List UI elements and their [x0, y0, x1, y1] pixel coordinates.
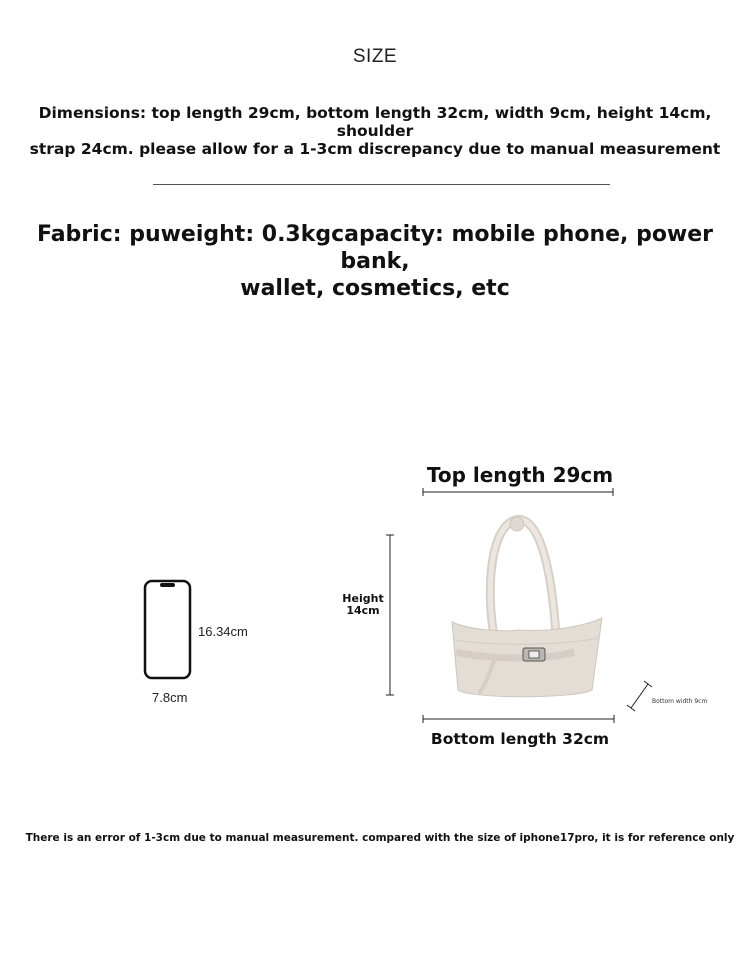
bottom-length-label: Bottom length 32cm: [430, 730, 610, 748]
height-label-line-1: Height: [342, 592, 384, 605]
handbag-image: [452, 517, 602, 697]
bottom-length-arrow: [423, 715, 614, 723]
phone-width-label: 7.8cm: [152, 690, 188, 705]
dimensions-line-2: strap 24cm. please allow for a 1-3cm discrepancy due to manual measurement: [29, 140, 721, 158]
phone-icon: [145, 581, 190, 678]
top-length-arrow: [423, 488, 613, 496]
page-title: SIZE: [352, 46, 398, 67]
height-label: [336, 593, 390, 617]
specs-line-1: Fabric: puweight: 0.3kgcapacity: mobile phone, power bank,: [36, 222, 714, 274]
bottom-width-arrow: [627, 681, 652, 711]
footnote: There is an error of 1-3cm due to manual measurement. compared with the size of iphone17pro, it is for reference only: [25, 832, 735, 844]
dimensions-line-1: Dimensions: top length 29cm, bottom length 32cm, width 9cm, height 14cm, shoulder: [38, 104, 712, 140]
phone-height-label: 16.34cm: [198, 624, 248, 639]
bottom-width-label: Bottom width 9cm: [652, 698, 708, 705]
specs-line-2: wallet, cosmetics, etc: [240, 276, 510, 301]
top-length-label: Top length 29cm: [426, 463, 614, 487]
height-label-line-2: 14cm: [346, 604, 380, 617]
